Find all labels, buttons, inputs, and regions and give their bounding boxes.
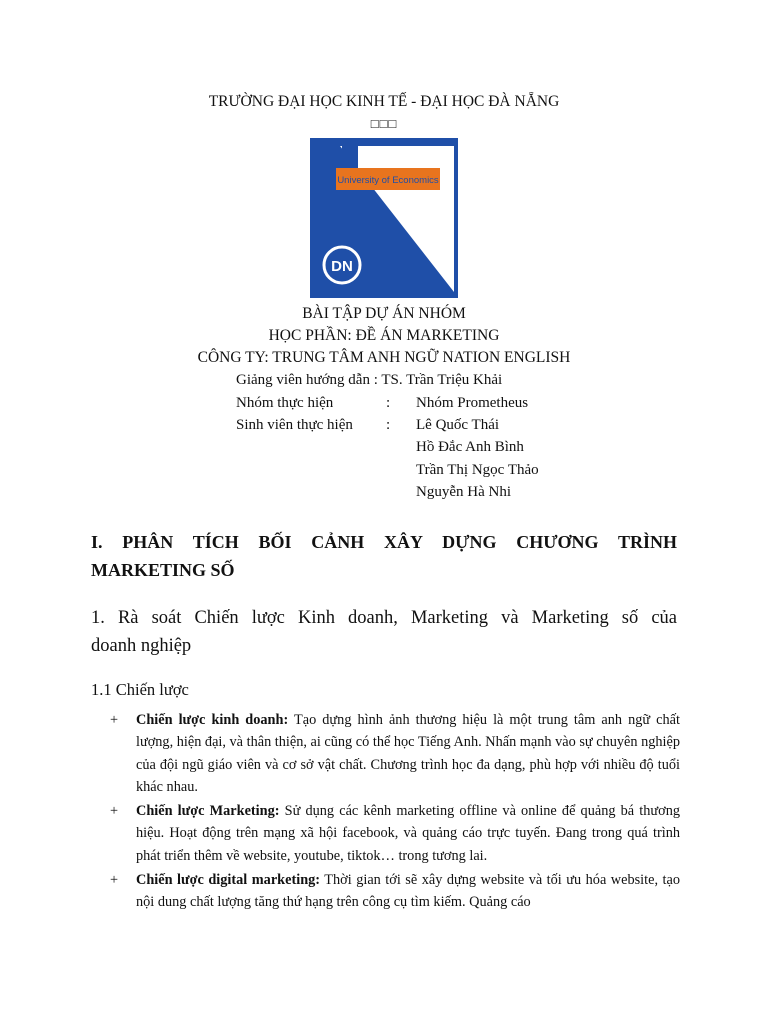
- subsection-heading-line2: doanh nghiệp: [91, 636, 192, 656]
- logo-text: University of Economics: [337, 175, 439, 186]
- list-item: [110, 869, 680, 914]
- bullet-plus: +: [110, 803, 119, 820]
- university-logo: [310, 138, 458, 298]
- student-name: Nguyễn Hà Nhi: [416, 484, 511, 500]
- strategy-list: [110, 709, 680, 916]
- group-name: Nhóm Prometheus: [416, 395, 529, 411]
- bullet-text: Tạo dựng hình ảnh thương hiệu là một trung tâm anh ngữ chất lượng, hiện đại, và thân thiện, ai cũng có thể học Tiếng Anh. Nhấn mạnh vào sự chuyên nghiệp của đội ngũ giáo viên và cơ sở vật chất. Chương trình học đa dạng, phù hợp với nhiều độ tuổi khác nhau.: [136, 712, 681, 795]
- section-heading-line1: I. PHÂN TÍCH BỐI CẢNH XÂY DỰNG CHƯƠNG TRÌNH: [91, 532, 677, 552]
- subsubsection-heading: 1.1 Chiến lược: [91, 680, 189, 699]
- logo-emblem: DN: [331, 258, 353, 275]
- list-item: [110, 800, 680, 867]
- bullet-label: Chiến lược digital marketing:: [136, 872, 321, 889]
- section-heading: [91, 528, 677, 584]
- bullet-text: Sử dụng các kênh marketing offline và online để quảng bá thương hiệu. Hoạt động trên mạng xã hội facebook, và quảng cáo trực tuyến. Đang trong quá trình phát triển thêm về website, youtube, tiktok… trong tương lai.: [136, 803, 680, 864]
- subsection-heading: [91, 604, 677, 660]
- lecturer-line: Giảng viên hướng dẫn : TS. Trần Triệu Khải: [236, 372, 503, 388]
- bullet-text: Thời gian tới sẽ xây dựng website và tối ưu hóa website, tạo nội dung chất lượng tăng thứ hạng trên công cụ tìm kiếm. Quảng cáo: [136, 872, 680, 911]
- bullet-label: Chiến lược kinh doanh:: [136, 712, 289, 728]
- list-item: [110, 709, 680, 798]
- subsection-heading-line1: 1. Rà soát Chiến lược Kinh doanh, Marketing và Marketing số của: [91, 608, 677, 628]
- bullet-label: Chiến lược Marketing:: [136, 803, 280, 820]
- students-label: Sinh viên thực hiện: [236, 417, 353, 433]
- company-title: CÔNG TY: TRUNG TÂM ANH NGỮ NATION ENGLISH: [197, 349, 571, 366]
- group-label: Nhóm thực hiện: [236, 395, 334, 411]
- section-heading-line2: MARKETING SỐ: [91, 560, 235, 580]
- assignment-title: BÀI TẬP DỰ ÁN NHÓM: [302, 305, 466, 322]
- bullet-plus: +: [110, 712, 119, 728]
- student-name: Lê Quốc Thái: [416, 417, 500, 433]
- decorative-symbols: □□□: [370, 116, 398, 131]
- bullet-plus: +: [110, 872, 119, 889]
- group-colon: :: [386, 395, 391, 411]
- students-colon: :: [386, 417, 391, 433]
- student-name: Hồ Đắc Anh Bình: [416, 439, 524, 455]
- student-name: Trần Thị Ngọc Thảo: [416, 462, 539, 478]
- school-name: TRƯỜNG ĐẠI HỌC KINH TẾ - ĐẠI HỌC ĐÀ NẴNG: [208, 93, 560, 110]
- course-title: HỌC PHẦN: ĐỀ ÁN MARKETING: [268, 327, 500, 344]
